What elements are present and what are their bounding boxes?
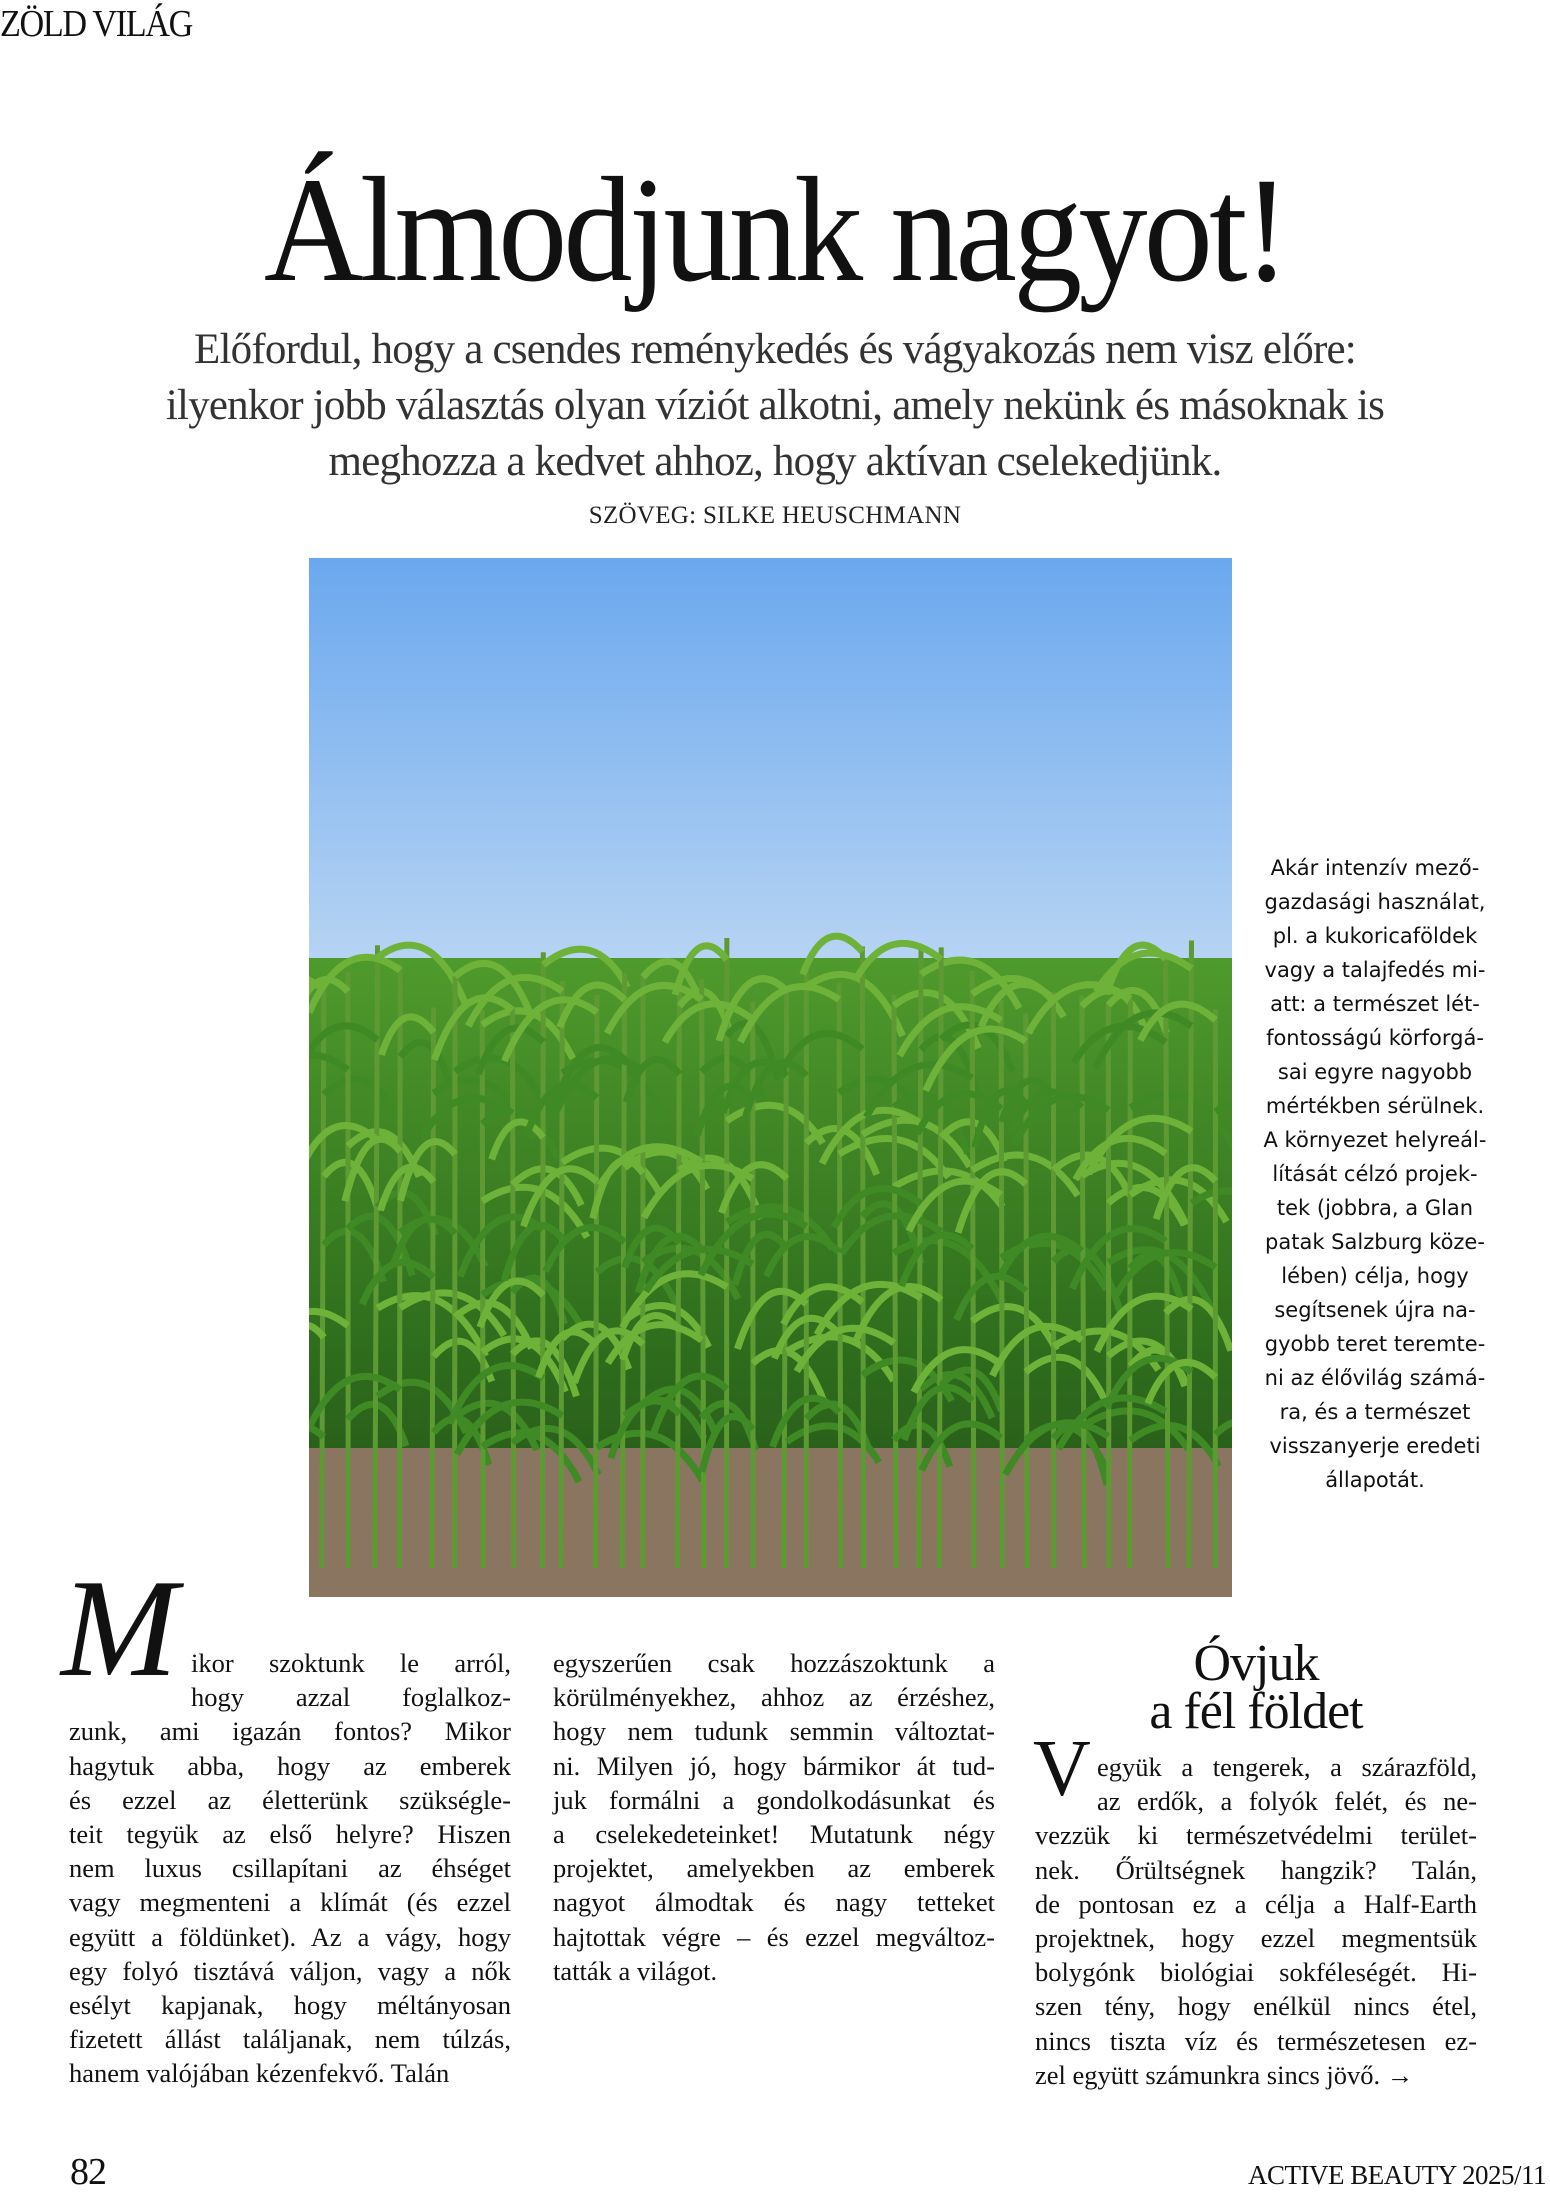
corn-stalk <box>972 971 974 1568</box>
subheading <box>1035 1640 1477 1736</box>
caption-line: tek (jobbra, a Glan <box>1240 1191 1510 1225</box>
text-line: együtt a földünket). Az a vágy, hogy <box>69 1920 511 1954</box>
text-line: nek. Őrültségnek hangzik? Talán, <box>1035 1853 1477 1887</box>
text-line: egyszerűen csak hozzászoktunk a <box>553 1646 995 1680</box>
caption-line: gyobb teret teremte- <box>1240 1327 1510 1361</box>
text-line: hajtottak végre – és ezzel megváltoz- <box>553 1920 995 1954</box>
text-line: de pontosan ez a célja a Half-Earth <box>1035 1887 1477 1921</box>
magazine-issue: ACTIVE BEAUTY 2025/11 <box>1248 2160 1546 2191</box>
caption-line: pl. a kukoricaföldek <box>1240 919 1510 953</box>
caption-line: állapotát. <box>1240 1463 1510 1497</box>
text-line: az erdők, a folyók felét, és ne- <box>1035 1784 1477 1818</box>
byline: SZÖVEG: SILKE HEUSCHMANN <box>0 502 1550 530</box>
text-line: körülményekhez, ahhoz az érzéshez, <box>553 1680 995 1714</box>
text-line: ni. Milyen jó, hogy bármikor át tud- <box>553 1749 995 1783</box>
corn-stalk <box>839 983 841 1568</box>
corn-stalk <box>1129 998 1130 1568</box>
text-line: ikor szoktunk le arról, <box>69 1646 511 1680</box>
caption-line: lítását célzó projek- <box>1240 1157 1510 1191</box>
caption-line: gazdasági használat, <box>1240 885 1510 919</box>
body-column-2 <box>553 1646 995 1988</box>
article-title: Álmodjunk nagyot! <box>62 155 1488 305</box>
corn-stalk <box>939 947 941 1568</box>
text-line: hanem valójában kézenfekvő. Talán <box>69 2056 511 2090</box>
caption-line: att: a természet lét- <box>1240 987 1510 1021</box>
corn-stalk <box>542 952 543 1568</box>
body-column-1 <box>69 1646 511 2091</box>
text-line: juk formálni a gondolkodásunkat és <box>553 1783 995 1817</box>
caption-line: visszanyerje eredeti <box>1240 1429 1510 1463</box>
text-line: együk a tengerek, a szárazföld, <box>1035 1750 1477 1784</box>
corn-stalk <box>322 983 324 1568</box>
corn-stalk <box>1082 996 1084 1568</box>
drop-cap: V <box>1033 1729 1091 1809</box>
text-line: zel együtt számunkra sincs jövő. → <box>1035 2058 1477 2092</box>
caption-line: sai egyre nagyobb <box>1240 1055 1510 1089</box>
text-line: esélyt kapjanak, hogy méltányosan <box>69 1988 511 2022</box>
text-line: a cselekedeteinket! Mutatunk négy <box>553 1817 995 1851</box>
corn-stalk <box>455 976 456 1568</box>
corn-stalk <box>1166 957 1168 1568</box>
corn-stalk <box>919 949 921 1568</box>
text-line: bolygónk biológiai sokféleségét. Hi- <box>1035 1955 1477 1989</box>
text-line: teit tegyük az első helyre? Hiszen <box>69 1817 511 1851</box>
caption-line: Akár intenzív mező- <box>1240 851 1510 885</box>
caption-line: vagy a talajfedés mi- <box>1240 953 1510 987</box>
caption-line: segítsenek újra na- <box>1240 1293 1510 1327</box>
text-line: vagy megmenteni a klímát (és ezzel <box>69 1885 511 1919</box>
subheading-line: a fél földet <box>1035 1688 1477 1736</box>
cornfield-photo <box>309 558 1232 1597</box>
text-line: egy folyó tisztává váljon, vagy a nők <box>69 1954 511 1988</box>
caption-line: fontosságú körforgá- <box>1240 1021 1510 1055</box>
page-number: 82 <box>70 2150 106 2194</box>
text-line: hogy azzal foglalkoz- <box>69 1680 511 1714</box>
soil <box>309 1448 1232 1597</box>
deck-line: meghozza a kedvet ahhoz, hogy aktívan cselekedjünk. <box>0 434 1550 490</box>
corn-stalk <box>482 1010 483 1568</box>
drop-cap: M <box>61 1559 178 1699</box>
corn-stalk <box>1001 1000 1002 1568</box>
body-column-3 <box>1035 1640 1477 2092</box>
text-line: zunk, ami igazán fontos? Mikor <box>69 1714 511 1748</box>
section-label: ZÖLD VILÁG <box>0 2 192 46</box>
cornfield-image <box>309 558 1232 1597</box>
subheading-line: Óvjuk <box>1035 1640 1477 1688</box>
text-line: tatták a világot. <box>553 1954 995 1988</box>
text-line: nincs tiszta víz és természetesen ez- <box>1035 2024 1477 2058</box>
corn-stalk <box>862 946 863 1568</box>
caption-line: ni az élővilág számá- <box>1240 1361 1510 1395</box>
article-deck <box>0 322 1550 490</box>
text-line: hagytuk abba, hogy az emberek <box>69 1749 511 1783</box>
text-line: projektet, amelyekben az emberek <box>553 1851 995 1885</box>
text-line: és ezzel az életterünk szükségle- <box>69 1783 511 1817</box>
corn-stalk <box>1108 1004 1109 1568</box>
text-line: projektnek, hogy ezzel megmentsük <box>1035 1921 1477 1955</box>
caption-line: ra, és a természet <box>1240 1395 1510 1429</box>
caption-line: A környezet helyreál- <box>1240 1123 1510 1157</box>
text-line: hogy nem tudunk semmin változtat- <box>553 1714 995 1748</box>
caption-line: mértékben sérülnek. <box>1240 1089 1510 1123</box>
caption-line: patak Salzburg köze- <box>1240 1225 1510 1259</box>
deck-line: Előfordul, hogy a csendes reménykedés és vágyakozás nem visz előre: <box>0 322 1550 378</box>
text-line: fizetett állást találjanak, nem túlzás, <box>69 2022 511 2056</box>
text-line: szen tény, hogy enélkül nincs étel, <box>1035 1989 1477 2023</box>
corn-stalk <box>596 995 597 1568</box>
text-line: nem luxus csillapítani az éhséget <box>69 1851 511 1885</box>
photo-caption <box>1240 851 1510 1497</box>
deck-line: ilyenkor jobb választás olyan víziót alkotni, amely nekünk és másoknak is <box>0 378 1550 434</box>
text-line: nagyot álmodtak és nagy tetteket <box>553 1885 995 1919</box>
text-line: vezzük ki természetvédelmi terület- <box>1035 1818 1477 1852</box>
caption-line: lében) célja, hogy <box>1240 1259 1510 1293</box>
